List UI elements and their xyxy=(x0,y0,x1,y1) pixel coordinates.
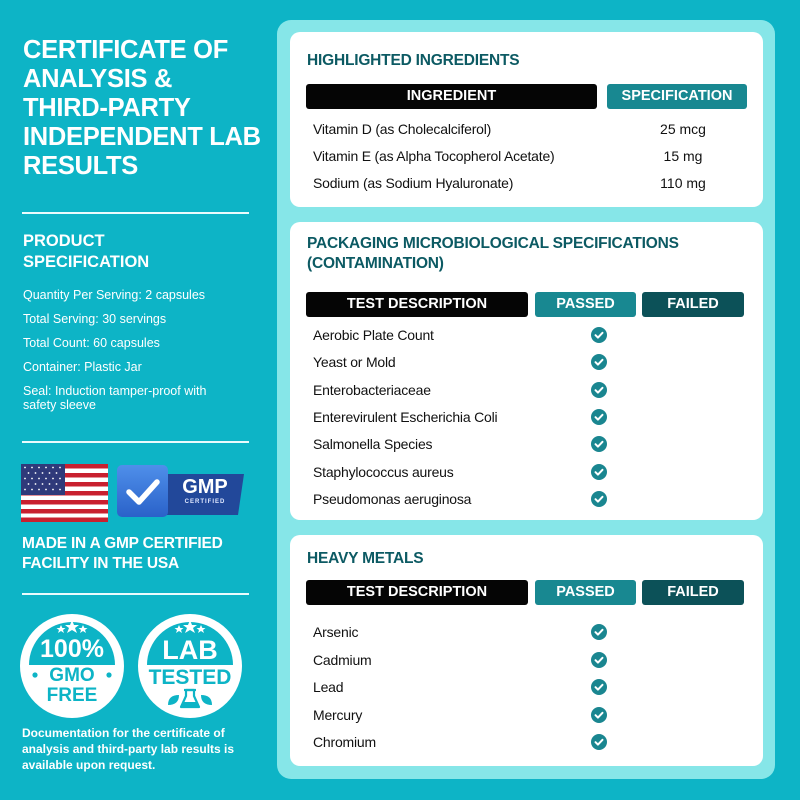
specification-column-header: SPECIFICATION xyxy=(607,84,747,109)
test-name: Aerobic Plate Count xyxy=(313,327,434,343)
check-circle-icon xyxy=(591,409,607,425)
ingredients-card xyxy=(290,32,763,207)
made-in-usa-text: MADE IN A GMP CERTIFIED FACILITY IN THE USA xyxy=(22,535,223,572)
table-row xyxy=(313,705,763,725)
free-label: FREE xyxy=(46,685,98,706)
table-row xyxy=(313,462,763,482)
ingredients-title: HIGHLIGHTED INGREDIENTS xyxy=(307,52,520,69)
heavy-metals-title: HEAVY METALS xyxy=(307,550,424,567)
check-circle-icon xyxy=(591,652,607,668)
check-circle-icon xyxy=(591,707,607,723)
test-name: Lead xyxy=(313,679,344,695)
divider xyxy=(22,593,249,595)
passed-column-header: PASSED xyxy=(535,580,636,605)
table-row xyxy=(313,650,763,670)
test-name: Mercury xyxy=(313,706,363,723)
ingredient-name: Vitamin E (as Alpha Tocopherol Acetate) xyxy=(313,148,555,164)
test-name: Arsenic xyxy=(313,624,359,640)
spec-item: Quantity Per Serving: 2 capsules xyxy=(23,288,206,302)
microbiological-title: PACKAGING MICROBIOLOGICAL SPECIFICATIONS (CONTAMINATION) xyxy=(307,235,679,272)
lab-tested-badge xyxy=(137,613,243,719)
table-row xyxy=(313,489,763,509)
table-row xyxy=(313,173,763,193)
divider xyxy=(22,441,249,443)
check-circle-icon xyxy=(591,679,607,695)
ingredient-spec: 110 mg xyxy=(660,175,706,191)
test-name: Cadmium xyxy=(313,651,372,668)
table-row xyxy=(313,407,763,427)
ingredient-name: Vitamin D (as Cholecalciferol) xyxy=(313,121,492,137)
heavy-metals-card xyxy=(290,535,763,766)
spec-item: Seal: Induction tamper-proof with safety sleeve xyxy=(23,384,207,412)
table-row xyxy=(313,677,763,697)
check-circle-icon xyxy=(591,734,607,750)
ingredient-name: Sodium (as Sodium Hyaluronate) xyxy=(313,175,514,191)
gmp-certified-label: CERTIFIED xyxy=(184,499,226,505)
page-title: CERTIFICATE OF ANALYSIS & THIRD-PARTY INDEPENDENT LAB RESULTS xyxy=(23,36,261,180)
check-circle-icon xyxy=(591,464,607,480)
product-spec-list xyxy=(23,288,258,422)
table-row xyxy=(313,380,763,400)
ingredient-column-header: INGREDIENT xyxy=(306,84,597,109)
gmp-label: GMP xyxy=(182,476,228,498)
ingredient-spec: 15 mg xyxy=(663,148,703,164)
test-description-column-header: TEST DESCRIPTION xyxy=(306,580,528,605)
test-name: Staphylococcus aureus xyxy=(313,463,454,480)
check-circle-icon xyxy=(591,382,607,398)
test-name: Enterobacteriaceae xyxy=(313,381,431,398)
ingredient-spec: 25 mcg xyxy=(660,121,706,137)
check-circle-icon xyxy=(591,491,607,507)
table-row xyxy=(313,119,763,139)
spec-item: Total Serving: 30 servings xyxy=(23,312,167,326)
footnote-text: Documentation for the certificate of analysis and third-party lab results is available upon request. xyxy=(22,726,235,772)
table-row xyxy=(313,622,763,642)
gmo-label: GMO xyxy=(49,665,95,686)
failed-column-header: FAILED xyxy=(642,580,744,605)
lab-results-panel xyxy=(277,20,775,779)
table-row xyxy=(313,732,763,752)
microbiological-card xyxy=(290,222,763,520)
table-row xyxy=(313,325,763,345)
us-flag-icon xyxy=(21,464,108,522)
test-name: Enterevirulent Escherichia Coli xyxy=(313,408,498,425)
left-column xyxy=(0,0,270,800)
check-circle-icon xyxy=(591,354,607,370)
gmp-certified-badge xyxy=(117,465,245,518)
check-circle-icon xyxy=(591,436,607,452)
product-spec-title: PRODUCT SPECIFICATION xyxy=(23,232,150,271)
test-name: Pseudomonas aeruginosa xyxy=(313,490,472,507)
test-name: Yeast or Mold xyxy=(313,354,396,371)
divider xyxy=(22,212,249,214)
spec-item: Container: Plastic Jar xyxy=(23,360,142,374)
test-name: Salmonella Species xyxy=(313,436,433,453)
table-row xyxy=(313,352,763,372)
passed-column-header: PASSED xyxy=(535,292,636,317)
gmo-100-label: 100% xyxy=(40,635,104,663)
lab-label: LAB xyxy=(162,635,218,665)
check-circle-icon xyxy=(591,624,607,640)
check-circle-icon xyxy=(591,327,607,343)
test-name: Chromium xyxy=(313,734,376,750)
gmo-free-badge xyxy=(19,613,125,719)
table-row xyxy=(313,146,763,166)
table-row xyxy=(313,434,763,454)
tested-label: TESTED xyxy=(148,666,232,689)
spec-item: Total Count: 60 capsules xyxy=(23,336,160,350)
failed-column-header: FAILED xyxy=(642,292,744,317)
test-description-column-header: TEST DESCRIPTION xyxy=(306,292,528,317)
